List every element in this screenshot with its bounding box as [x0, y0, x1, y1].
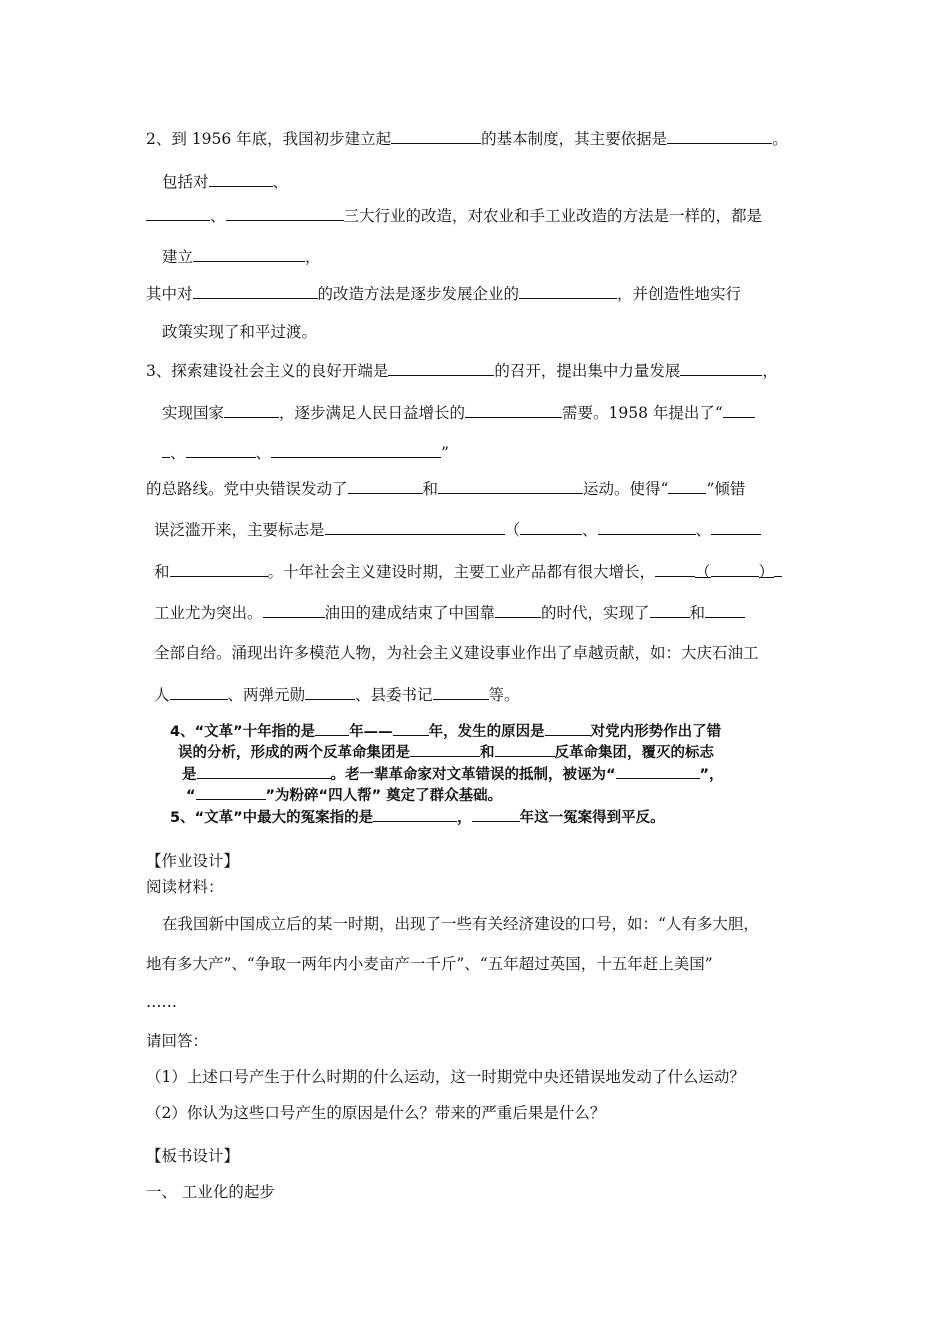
answer-blank[interactable] — [438, 478, 583, 494]
q3-text: 和 — [154, 563, 170, 581]
homework-title: 【作业设计】 — [146, 852, 240, 870]
q3-text: （ — [695, 563, 711, 581]
q3-text: 的总路线。党中央错误发动了 — [146, 480, 348, 498]
answer-blank[interactable] — [305, 684, 355, 700]
q3-text: 实现国家 — [162, 404, 225, 422]
answer-blank[interactable] — [263, 602, 325, 618]
q4-text: 。老一辈革命家对文革错误的抵制，被诬为“ — [330, 767, 616, 783]
q2-text: ， — [305, 248, 321, 266]
q4-line-1 — [170, 720, 721, 742]
q4-text: 对党内形势作出了错 — [590, 724, 722, 740]
q2-text: 的改造方法是逐步发展企业的 — [317, 285, 520, 303]
answer-blank[interactable] — [315, 720, 349, 736]
answer-blank[interactable] — [271, 442, 441, 458]
q4-text: 是 — [182, 767, 197, 783]
q3-text: 工业尤为突出。 — [154, 604, 263, 622]
q3-text: 运动。使得“ — [583, 480, 669, 498]
answer-blank[interactable] — [472, 806, 520, 822]
q3-text: 、两弹元勋 — [227, 686, 306, 704]
answer-blank[interactable] — [162, 442, 170, 458]
q3-text: 和 — [422, 480, 439, 498]
answer-blank[interactable] — [598, 519, 696, 535]
reading-paragraph-line-3: …… — [146, 993, 177, 1011]
q3-text: 误泛滥开来，主要标志是 — [154, 521, 325, 539]
answer-blank[interactable] — [224, 402, 279, 418]
answer-blank[interactable] — [146, 205, 210, 221]
answer-blank[interactable] — [655, 561, 695, 577]
answer-blank[interactable] — [226, 205, 344, 221]
q3-text: ） — [758, 563, 775, 581]
answer-blank[interactable] — [774, 561, 782, 577]
q3-text: 等。 — [488, 686, 520, 704]
q3-text: 的时代，实现了 — [541, 604, 650, 622]
answer-blank[interactable] — [680, 360, 762, 376]
q2-text: 、 — [272, 173, 289, 191]
q2-line-3 — [146, 205, 762, 226]
q4-text: 年—— — [349, 724, 393, 740]
q3-line-7 — [154, 602, 745, 623]
q3-line-8 — [154, 643, 759, 663]
q3-text: 、 — [255, 444, 272, 462]
answer-blank[interactable] — [197, 763, 331, 779]
q3-text: 油田的建成结束了中国靠 — [324, 604, 496, 622]
q2-line-5 — [146, 283, 741, 304]
answer-blank[interactable] — [186, 442, 256, 458]
q2-text: 三大行业的改造，对农业和手工业改造的方法是一样的，都是 — [343, 207, 763, 225]
q3-text: 和 — [689, 604, 706, 622]
q2-text: 的基本制度，其主要依据是 — [481, 130, 668, 148]
answer-blank[interactable] — [465, 402, 562, 418]
q3-text: 人 — [154, 686, 170, 704]
answer-blank[interactable] — [705, 602, 745, 618]
board-title: 【板书设计】 — [146, 1147, 240, 1165]
answer-blank[interactable] — [723, 402, 755, 418]
answer-blank[interactable] — [495, 602, 541, 618]
homework-question-1: （1）上述口号产生于什么时期的什么运动，这一时期党中央还错误地发动了什么运动？ — [146, 1068, 745, 1086]
answer-blank[interactable] — [388, 360, 494, 376]
q3-text: ，逐步满足人民日益增长的 — [279, 404, 466, 422]
q4-text: 和 — [480, 745, 495, 761]
q4-text: 年，发生的原因是 — [428, 724, 545, 740]
q4-line-4 — [186, 784, 502, 806]
homework-question-2: （2）你认为这些口号产生的原因是什么？带来的严重后果是什么？ — [146, 1104, 606, 1122]
q2-line-2 — [162, 171, 288, 192]
q3-text: 3、探索建设社会主义的良好开端是 — [146, 362, 389, 380]
q2-text: 其中对 — [146, 285, 193, 303]
q5-text: 年这一冤案得到平反。 — [519, 810, 665, 826]
reading-paragraph-line-1: 在我国新中国成立后的某一时期，出现了一些有关经济建设的口号，如：“人有多大胆， — [162, 915, 759, 933]
q2-text: ，并创造性地实行 — [617, 285, 742, 303]
q4-text: 误的分析，形成的两个反革命集团是 — [178, 745, 410, 761]
q2-line-6 — [162, 322, 317, 342]
q3-text: 、 — [695, 521, 712, 539]
q3-line-1 — [146, 360, 778, 381]
q3-line-9 — [154, 684, 520, 705]
q3-text: ， — [762, 362, 778, 380]
answer-blank[interactable] — [545, 720, 591, 736]
answer-blank[interactable] — [193, 246, 305, 262]
answer-blank[interactable] — [393, 720, 429, 736]
answer-blank[interactable] — [193, 283, 318, 299]
q2-text: 包括对 — [162, 173, 209, 191]
answer-blank[interactable] — [711, 561, 759, 577]
q3-text: 的召开，提出集中力量发展 — [494, 362, 681, 380]
answer-blank[interactable] — [520, 519, 582, 535]
answer-blank[interactable] — [196, 784, 266, 800]
answer-blank[interactable] — [650, 602, 690, 618]
q3-line-4 — [146, 478, 745, 499]
q2-line-4 — [162, 246, 321, 267]
answer-blank[interactable] — [170, 561, 268, 577]
q2-text: 、 — [210, 207, 226, 225]
answer-blank[interactable] — [616, 763, 700, 779]
q3-text: ” — [441, 444, 449, 462]
answer-prompt: 请回答： — [146, 1032, 209, 1050]
q3-text: 全部自给。涌现出许多模范人物，为社会主义建设事业作出了卓越贡献，如：大庆石油工 — [154, 644, 759, 662]
q4-text: ”， — [699, 767, 724, 783]
q4-text: ”为粉碎“四人帮” 奠定了群众基础。 — [265, 788, 503, 804]
answer-blank[interactable] — [711, 519, 761, 535]
q2-text: 。 — [772, 130, 788, 148]
reading-label: 阅读材料： — [146, 878, 224, 896]
q3-line-2 — [162, 402, 755, 423]
q3-text: （ — [504, 521, 521, 539]
q4-line-3 — [182, 763, 724, 785]
q4-text: 反革命集团，覆灭的标志 — [554, 745, 714, 761]
q3-text: 、 — [170, 444, 186, 462]
q3-text: 、县委书记 — [355, 686, 433, 704]
q3-line-5 — [154, 519, 761, 540]
q2-text: 建立 — [162, 248, 194, 266]
answer-blank[interactable] — [373, 806, 457, 822]
answer-blank[interactable] — [325, 519, 505, 535]
answer-blank[interactable] — [209, 171, 273, 187]
q5-text: 5、“文革”中最大的冤案指的是 — [170, 810, 374, 826]
answer-blank[interactable] — [519, 283, 617, 299]
q3-text: 、 — [582, 521, 598, 539]
q4-text: “ — [186, 788, 196, 804]
q2-line-1 — [146, 128, 788, 149]
q5-line — [170, 806, 665, 828]
q5-text: ， — [457, 810, 472, 826]
board-item-1: 一、 工业化的起步 — [146, 1183, 275, 1201]
q2-text: 政策实现了和平过渡。 — [162, 323, 318, 341]
q4-line-2 — [178, 741, 714, 763]
answer-blank[interactable] — [667, 128, 772, 144]
answer-blank[interactable] — [348, 478, 423, 494]
q3-line-6 — [154, 561, 782, 582]
answer-blank[interactable] — [433, 684, 489, 700]
answer-blank[interactable] — [391, 128, 481, 144]
q3-text: 需要。1958 年提出了“ — [562, 404, 723, 422]
q2-text: 2、到 1956 年底，我国初步建立起 — [146, 130, 392, 148]
answer-blank[interactable] — [170, 684, 228, 700]
q3-text: 。十年社会主义建设时期，主要工业产品都有很大增长， — [267, 563, 656, 581]
answer-blank[interactable] — [668, 478, 706, 494]
answer-blank[interactable] — [410, 741, 480, 757]
q3-line-3 — [162, 442, 449, 463]
q3-text: ”倾错 — [706, 480, 746, 498]
reading-paragraph-line-2: 地有多大产”、“争取一两年内小麦亩产一千斤”、“五年超过英国，十五年赶上美国” — [146, 955, 713, 973]
answer-blank[interactable] — [495, 741, 555, 757]
q4-text: 4、“文革”十年指的是 — [170, 724, 316, 740]
